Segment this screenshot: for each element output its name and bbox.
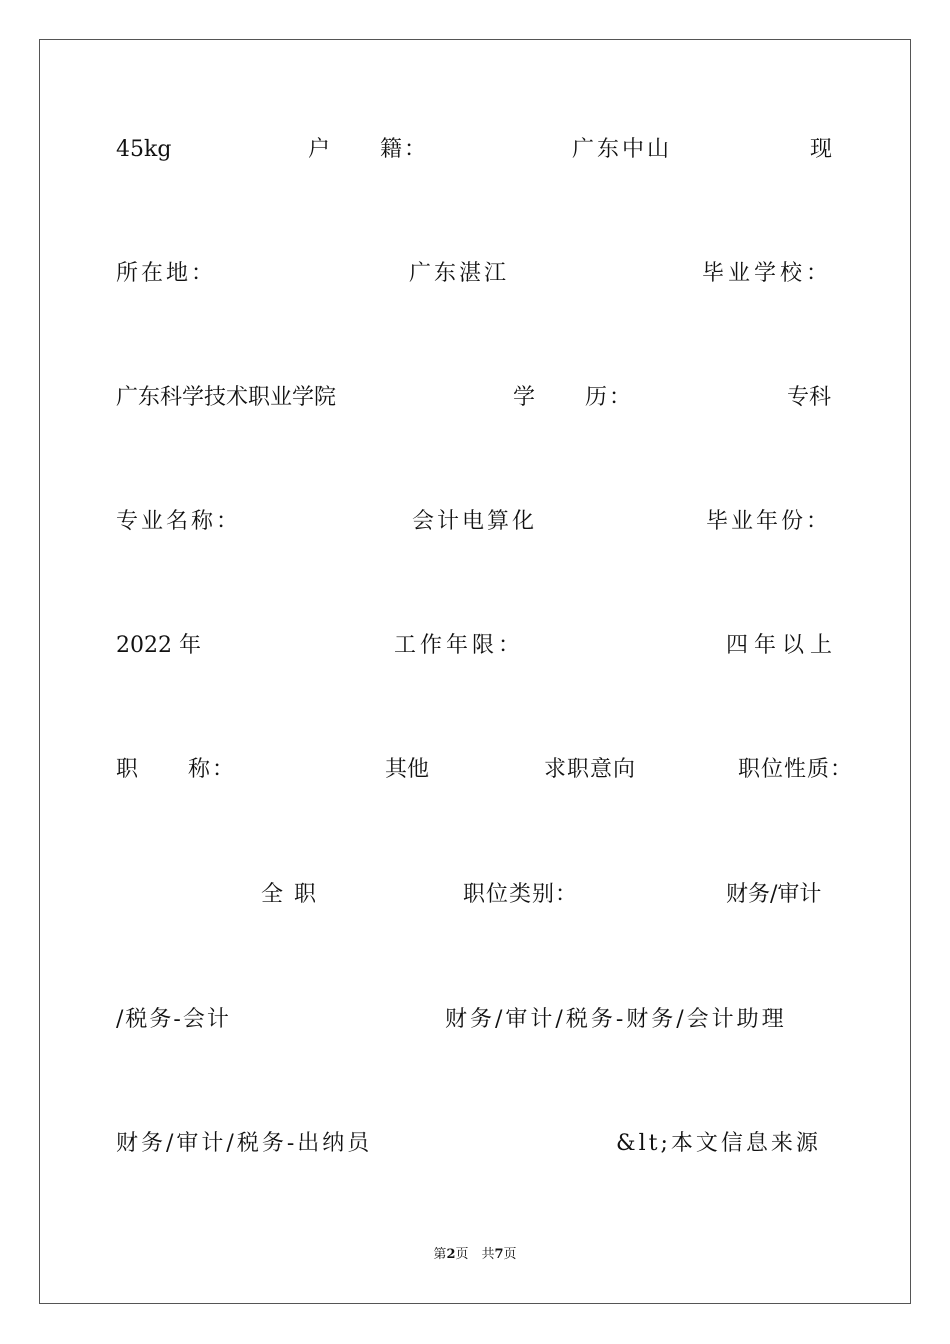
text-line-7	[0, 875, 950, 915]
major-value: 会计电算化	[412, 509, 538, 534]
major-label: 专业名称：	[116, 509, 242, 534]
weight-value: 45kg	[116, 137, 172, 162]
job-category-value-3: 财务/审计/税务-出纳员	[116, 1131, 373, 1156]
job-intent-heading: 求职意向	[544, 757, 637, 782]
text-line-2	[0, 254, 950, 294]
hukou-value: 广东中山	[572, 137, 673, 162]
title-value: 其他	[385, 757, 430, 782]
grad-year-label: 毕业年份：	[706, 509, 832, 534]
text-line-4	[0, 502, 950, 542]
text-line-6	[0, 750, 950, 790]
hukou-label: 户 籍：	[308, 137, 429, 162]
page-border	[39, 39, 911, 1304]
school-value: 广东科学技术职业学院	[116, 385, 337, 410]
grad-year-value: 2022 年	[116, 633, 201, 658]
source-note: &lt;本文信息来源	[616, 1131, 821, 1156]
work-years-value: 四年以上	[726, 633, 839, 658]
text-line-9	[0, 1124, 950, 1164]
text-line-3	[0, 378, 950, 418]
job-category-value-1-cont: /税务-会计	[116, 1007, 231, 1032]
job-nature-value: 全 职	[261, 882, 318, 907]
text-line-5	[0, 626, 950, 666]
current-location-label-start: 现	[810, 137, 833, 162]
text-line-8	[0, 1000, 950, 1040]
job-category-label: 职位类别：	[463, 882, 579, 907]
school-label: 毕业学校：	[702, 261, 833, 286]
page-footer	[0, 1246, 950, 1264]
current-page-number: 2	[446, 1247, 456, 1262]
location-label: 所在地：	[116, 261, 217, 286]
job-category-value-2: 财务/审计/税务-财务/会计助理	[445, 1007, 787, 1032]
location-value: 广东湛江	[409, 261, 510, 286]
total-pages-number: 7	[494, 1247, 504, 1262]
work-years-label: 工作年限：	[394, 633, 525, 658]
education-value: 专科	[787, 385, 832, 410]
footer-mid: 页 共	[455, 1247, 495, 1262]
job-category-value-1: 财务/审计	[726, 882, 822, 907]
job-nature-label: 职位性质：	[738, 757, 854, 782]
title-label: 职 称：	[116, 757, 237, 782]
footer-suffix: 页	[503, 1247, 517, 1262]
text-line-1	[0, 130, 950, 170]
education-label: 学 历：	[513, 385, 634, 410]
footer-prefix: 第	[433, 1247, 447, 1262]
